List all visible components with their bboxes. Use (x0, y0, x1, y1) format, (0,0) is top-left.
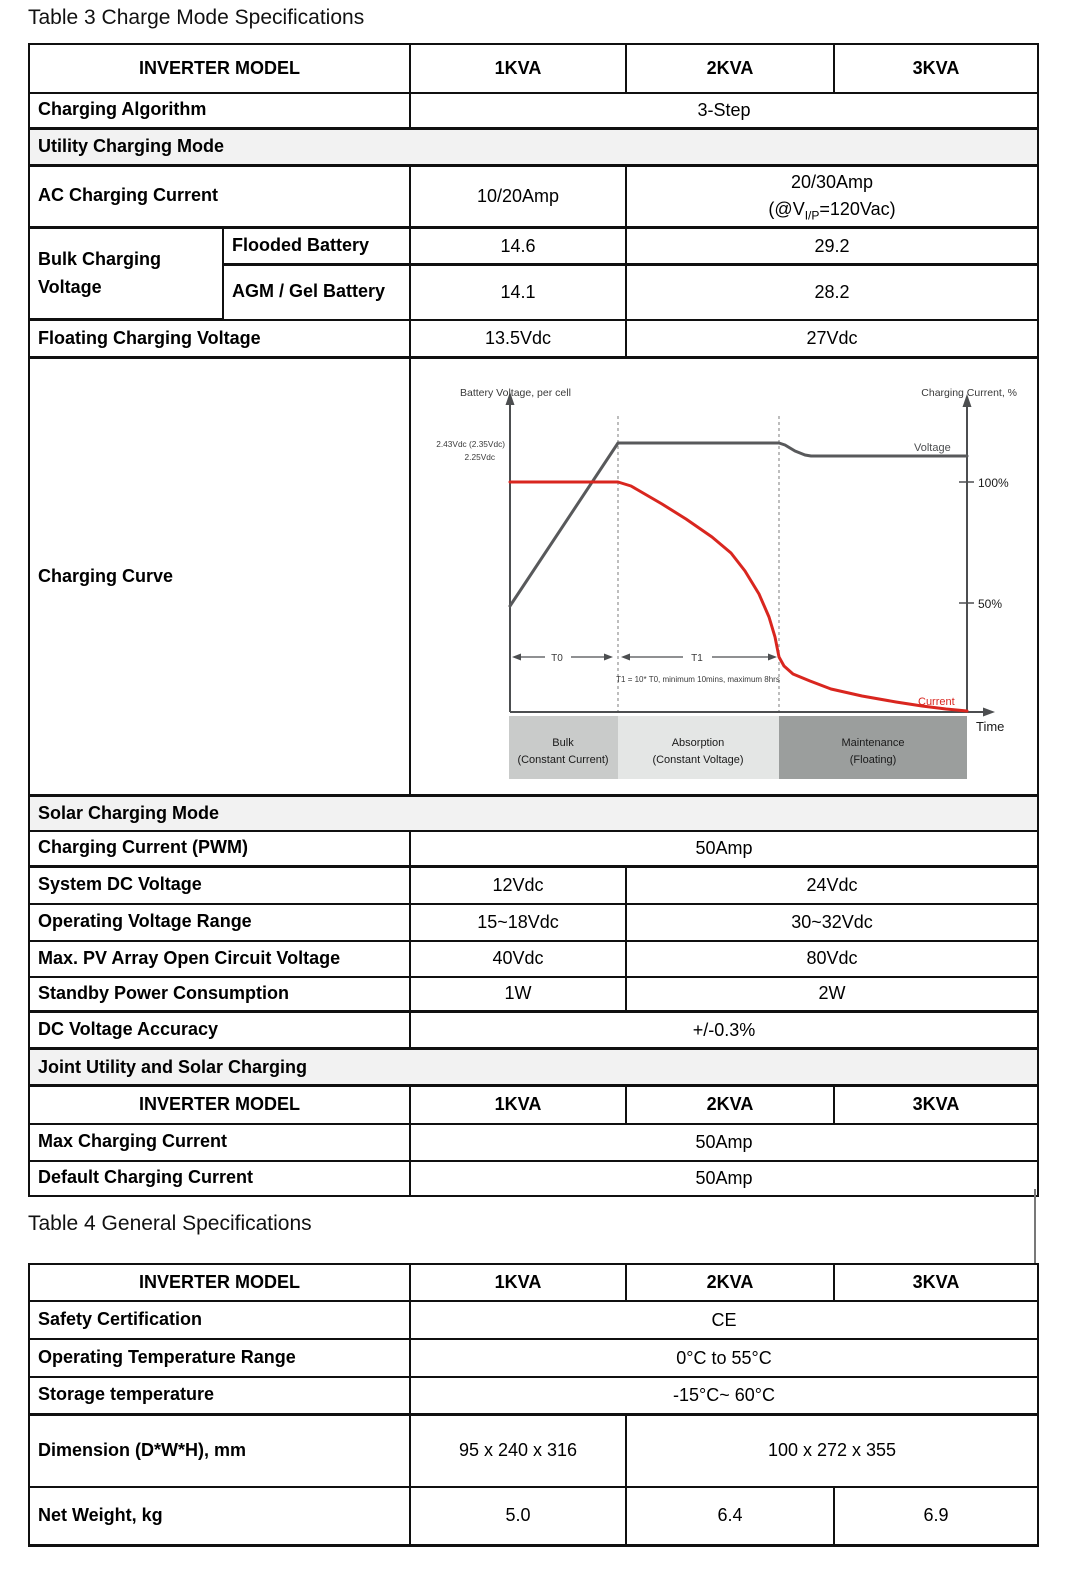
t1-right-arrow-icon (768, 654, 777, 661)
value-net-weight-3kva: 6.9 (834, 1487, 1038, 1545)
charge-mode-spec-table (28, 43, 1039, 1197)
voltage-series-label: Voltage (914, 442, 951, 455)
table3-title: Table 3 Charge Mode Specifications (28, 6, 365, 29)
table-row (29, 1161, 1038, 1196)
row-label-default-charging-current: Default Charging Current (29, 1161, 410, 1196)
left-tick-225vdc: 2.25Vdc (464, 452, 496, 463)
x-axis-title: Time (976, 719, 1005, 735)
value-flooded-1kva: 14.6 (410, 228, 626, 265)
table-row (29, 1086, 1038, 1124)
header-2kva: 2KVA (626, 44, 834, 93)
page-right-edge-line (1034, 1189, 1036, 1265)
charging-curve-svg (411, 359, 1038, 794)
row-label-max-charging-current: Max Charging Current (29, 1124, 410, 1161)
value-charging-algorithm: 3-Step (410, 93, 1038, 128)
row-label-charging-algorithm: Charging Algorithm (29, 93, 410, 128)
value-op-voltage-1kva: 15~18Vdc (410, 904, 626, 941)
section-row (29, 128, 1038, 165)
table-row (29, 1487, 1038, 1545)
joint-header-inverter-model: INVERTER MODEL (29, 1086, 410, 1124)
ac-current-line2: $(@V_{I/P}=120Vac)$ (768, 198, 896, 223)
t0-left-arrow-icon (512, 654, 521, 661)
value-agm-2-3kva: 28.2 (626, 265, 1038, 320)
table-row (29, 1377, 1038, 1414)
voltage-curve (510, 443, 967, 606)
table-row (29, 1339, 1038, 1377)
value-dc-voltage-accuracy: +/-0.3% (410, 1012, 1038, 1049)
value-safety-certification: CE (410, 1301, 1038, 1339)
value-net-weight-1kva: 5.0 (410, 1487, 626, 1545)
table4-title: Table 4 General Specifications (28, 1212, 312, 1235)
table-row (29, 867, 1038, 904)
value-charging-current-pwm: 50Amp (410, 831, 1038, 867)
value-net-weight-2kva: 6.4 (626, 1487, 834, 1545)
section-joint-utility-solar: Joint Utility and Solar Charging (29, 1049, 1038, 1086)
joint-header-1kva: 1KVA (410, 1086, 626, 1124)
table-row (29, 1124, 1038, 1161)
right-tick-50pct: 50% (978, 597, 1003, 612)
value-max-charging-current: 50Amp (410, 1124, 1038, 1161)
section-solar-charging-mode: Solar Charging Mode (29, 796, 1038, 831)
value-max-pv-2-3kva: 80Vdc (626, 941, 1038, 977)
value-floating-2-3kva: 27Vdc (626, 320, 1038, 358)
value-op-voltage-2-3kva: 30~32Vdc (626, 904, 1038, 941)
joint-header-3kva: 3KVA (834, 1086, 1038, 1124)
header-inverter-model: INVERTER MODEL (29, 44, 410, 93)
row-label-dc-voltage-accuracy: DC Voltage Accuracy (29, 1012, 410, 1049)
value-ac-charging-current-2-3kva (626, 165, 1038, 228)
value-standby-2-3kva: 2W (626, 977, 1038, 1012)
row-label-standby-power: Standby Power Consumption (29, 977, 410, 1012)
table-row (29, 320, 1038, 358)
t1-label: T1 (691, 653, 703, 665)
left-tick-243vdc: 2.43Vdc (2.35Vdc) (436, 439, 506, 450)
value-dimension-1kva: 95 x 240 x 316 (410, 1414, 626, 1487)
right-axis-title: Charging Current, % (921, 387, 1018, 400)
table-row (29, 44, 1038, 93)
charging-curve-row (29, 358, 1038, 796)
table-row (29, 1414, 1038, 1487)
row-label-operating-voltage-range: Operating Voltage Range (29, 904, 410, 941)
row-label-max-pv-voltage: Max. PV Array Open Circuit Voltage (29, 941, 410, 977)
table-row (29, 228, 1038, 265)
t4-header-2kva: 2KVA (626, 1264, 834, 1301)
joint-header-2kva: 2KVA (626, 1086, 834, 1124)
row-label-dimension: Dimension (D*W*H), mm (29, 1414, 410, 1487)
table-row (29, 93, 1038, 128)
row-label-charging-curve: Charging Curve (29, 358, 410, 796)
band-maintenance-label: Maintenance (841, 737, 905, 750)
row-label-system-dc-voltage: System DC Voltage (29, 867, 410, 904)
table-row (29, 904, 1038, 941)
row-label-ac-charging-current: AC Charging Current (29, 165, 410, 228)
row-label-net-weight: Net Weight, kg (29, 1487, 410, 1545)
table-row (29, 1264, 1038, 1301)
value-system-dc-1kva: 12Vdc (410, 867, 626, 904)
t4-header-1kva: 1KVA (410, 1264, 626, 1301)
value-operating-temperature: 0°C to 55°C (410, 1339, 1038, 1377)
t1-left-arrow-icon (621, 654, 630, 661)
t0-label: T0 (551, 653, 563, 665)
value-standby-1kva: 1W (410, 977, 626, 1012)
ac-current-line1: 20/30Amp (790, 171, 874, 192)
table-row (29, 831, 1038, 867)
charging-curve-chart (410, 358, 1038, 796)
section-row (29, 796, 1038, 831)
band-absorption-label: Absorption (671, 737, 725, 750)
header-1kva: 1KVA (410, 44, 626, 93)
row-label-flooded-battery: Flooded Battery (223, 228, 410, 265)
t4-header-3kva: 3KVA (834, 1264, 1038, 1301)
band-bulk-sublabel: (Constant Current) (517, 754, 609, 767)
table-row (29, 1301, 1038, 1339)
value-default-charging-current: 50Amp (410, 1161, 1038, 1196)
current-series-label: Current (918, 696, 955, 709)
t0-right-arrow-icon (604, 654, 613, 661)
row-label-charging-current-pwm: Charging Current (PWM) (29, 831, 410, 867)
value-floating-1kva: 13.5Vdc (410, 320, 626, 358)
section-utility-charging-mode: Utility Charging Mode (29, 128, 1038, 165)
table-row (29, 165, 1038, 228)
row-label-operating-temperature: Operating Temperature Range (29, 1339, 410, 1377)
row-label-bulk-charging-voltage: Bulk Charging Voltage (29, 228, 223, 320)
value-storage-temperature: -15°C~ 60°C (410, 1377, 1038, 1414)
table-row (29, 941, 1038, 977)
t4-header-inverter-model: INVERTER MODEL (29, 1264, 410, 1301)
header-3kva: 3KVA (834, 44, 1038, 93)
section-row (29, 1049, 1038, 1086)
value-flooded-2-3kva: 29.2 (626, 228, 1038, 265)
row-label-storage-temperature: Storage temperature (29, 1377, 410, 1414)
t1-note: T1 = 10* T0, minimum 10mins, maximum 8hrs (616, 675, 780, 685)
row-label-agm-gel-battery: AGM / Gel Battery (223, 265, 410, 320)
value-agm-1kva: 14.1 (410, 265, 626, 320)
table-row (29, 1012, 1038, 1049)
value-dimension-2-3kva: 100 x 272 x 355 (626, 1414, 1038, 1487)
row-label-safety-certification: Safety Certification (29, 1301, 410, 1339)
row-label-floating-charging-voltage: Floating Charging Voltage (29, 320, 410, 358)
value-ac-charging-current-1kva: 10/20Amp (410, 165, 626, 228)
band-maintenance-sublabel: (Floating) (849, 754, 897, 767)
value-system-dc-2-3kva: 24Vdc (626, 867, 1038, 904)
table-row (29, 977, 1038, 1012)
right-tick-100pct: 100% (978, 476, 1009, 491)
x-axis-arrow-icon (983, 708, 995, 717)
value-max-pv-1kva: 40Vdc (410, 941, 626, 977)
left-axis-title: Battery Voltage, per cell (460, 387, 571, 400)
general-spec-table (28, 1263, 1039, 1547)
band-bulk-label: Bulk (552, 737, 574, 750)
band-absorption-sublabel: (Constant Voltage) (652, 754, 744, 767)
